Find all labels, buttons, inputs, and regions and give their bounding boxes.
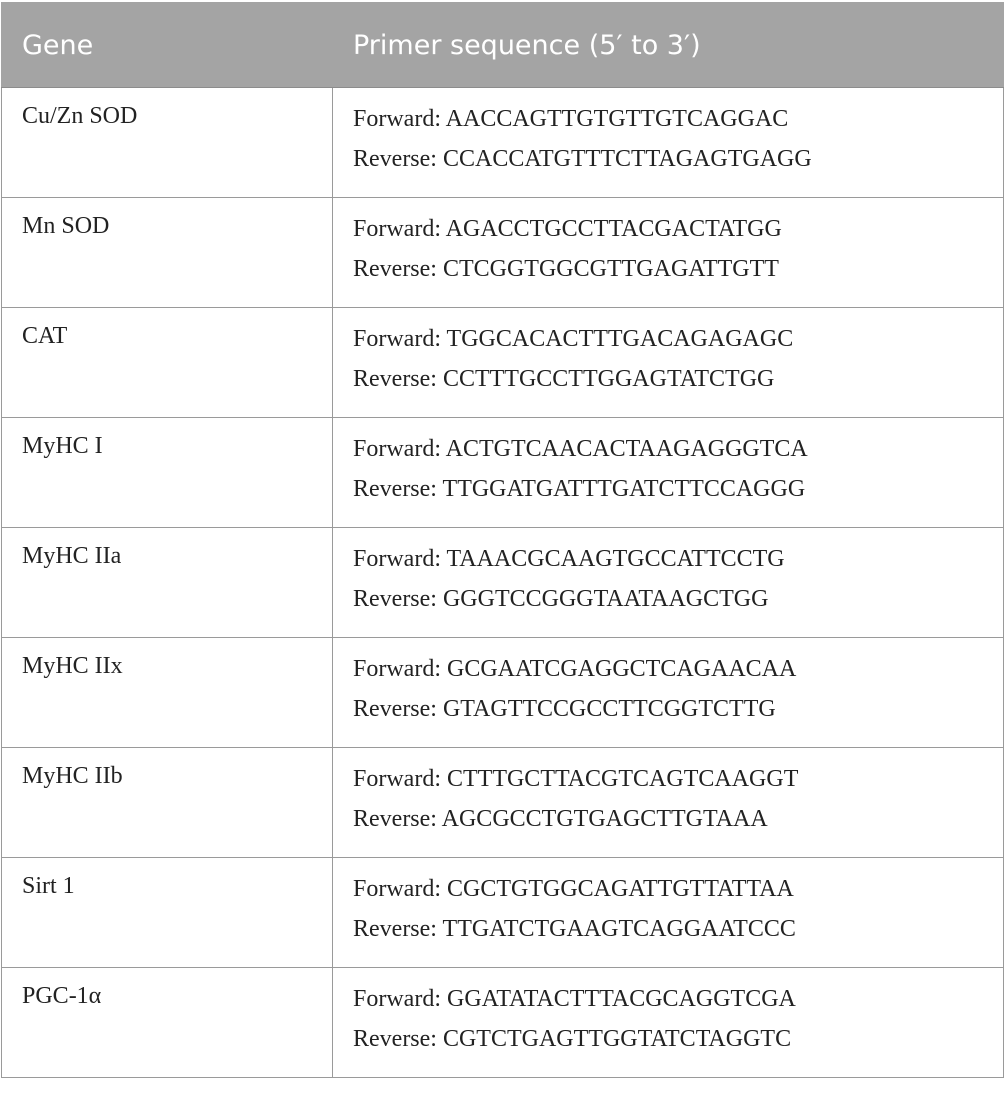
sequence-cell xyxy=(333,748,1004,858)
reverse-primer: Reverse: TTGGATGATTTGATCTTCCAGGG xyxy=(353,476,806,502)
table-row xyxy=(2,968,1004,1078)
gene-cell: MyHC IIx xyxy=(2,638,333,748)
header-gene: Gene xyxy=(2,3,333,88)
table-row xyxy=(2,638,1004,748)
gene-cell: PGC-1α xyxy=(2,968,333,1078)
gene-cell: MyHC IIa xyxy=(2,528,333,638)
table-row xyxy=(2,418,1004,528)
reverse-primer: Reverse: CCTTTGCCTTGGAGTATCTGG xyxy=(353,366,775,392)
table-row xyxy=(2,308,1004,418)
table-row xyxy=(2,858,1004,968)
gene-cell: Mn SOD xyxy=(2,198,333,308)
reverse-primer: Reverse: TTGATCTGAAGTCAGGAATCCC xyxy=(353,916,796,942)
table-row xyxy=(2,88,1004,198)
forward-primer: Forward: TAAACGCAAGTGCCATTCCTG xyxy=(353,546,785,572)
gene-cell: CAT xyxy=(2,308,333,418)
header-primer-sequence: Primer sequence (5′ to 3′) xyxy=(333,3,1004,88)
table-body xyxy=(2,88,1004,1078)
sequence-cell xyxy=(333,198,1004,308)
sequence-cell xyxy=(333,858,1004,968)
table-row xyxy=(2,528,1004,638)
gene-cell: Cu/Zn SOD xyxy=(2,88,333,198)
forward-primer: Forward: GCGAATCGAGGCTCAGAACAA xyxy=(353,656,797,682)
primer-table xyxy=(1,2,1004,1078)
gene-cell: Sirt 1 xyxy=(2,858,333,968)
sequence-cell xyxy=(333,968,1004,1078)
forward-primer: Forward: CTTTGCTTACGTCAGTCAAGGT xyxy=(353,766,799,792)
reverse-primer: Reverse: GGGTCCGGGTAATAAGCTGG xyxy=(353,586,769,612)
sequence-cell xyxy=(333,528,1004,638)
sequence-cell xyxy=(333,308,1004,418)
forward-primer: Forward: ACTGTCAACACTAAGAGGGTCA xyxy=(353,436,808,462)
reverse-primer: Reverse: CCACCATGTTTCTTAGAGTGAGG xyxy=(353,146,812,172)
reverse-primer: Reverse: GTAGTTCCGCCTTCGGTCTTG xyxy=(353,696,776,722)
forward-primer: Forward: TGGCACACTTTGACAGAGAGC xyxy=(353,326,794,352)
forward-primer: Forward: CGCTGTGGCAGATTGTTATTAA xyxy=(353,876,794,902)
gene-cell: MyHC I xyxy=(2,418,333,528)
sequence-cell xyxy=(333,88,1004,198)
table-row xyxy=(2,748,1004,858)
gene-cell: MyHC IIb xyxy=(2,748,333,858)
reverse-primer: Reverse: CTCGGTGGCGTTGAGATTGTT xyxy=(353,256,779,282)
forward-primer: Forward: AACCAGTTGTGTTGTCAGGAC xyxy=(353,106,789,132)
table-row xyxy=(2,198,1004,308)
sequence-cell xyxy=(333,638,1004,748)
forward-primer: Forward: GGATATACTTTACGCAGGTCGA xyxy=(353,986,796,1012)
forward-primer: Forward: AGACCTGCCTTACGACTATGG xyxy=(353,216,782,242)
reverse-primer: Reverse: CGTCTGAGTTGGTATCTAGGTC xyxy=(353,1026,792,1052)
header-row xyxy=(2,3,1004,88)
table-header xyxy=(2,3,1004,88)
sequence-cell xyxy=(333,418,1004,528)
reverse-primer: Reverse: AGCGCCTGTGAGCTTGTAAA xyxy=(353,806,768,832)
